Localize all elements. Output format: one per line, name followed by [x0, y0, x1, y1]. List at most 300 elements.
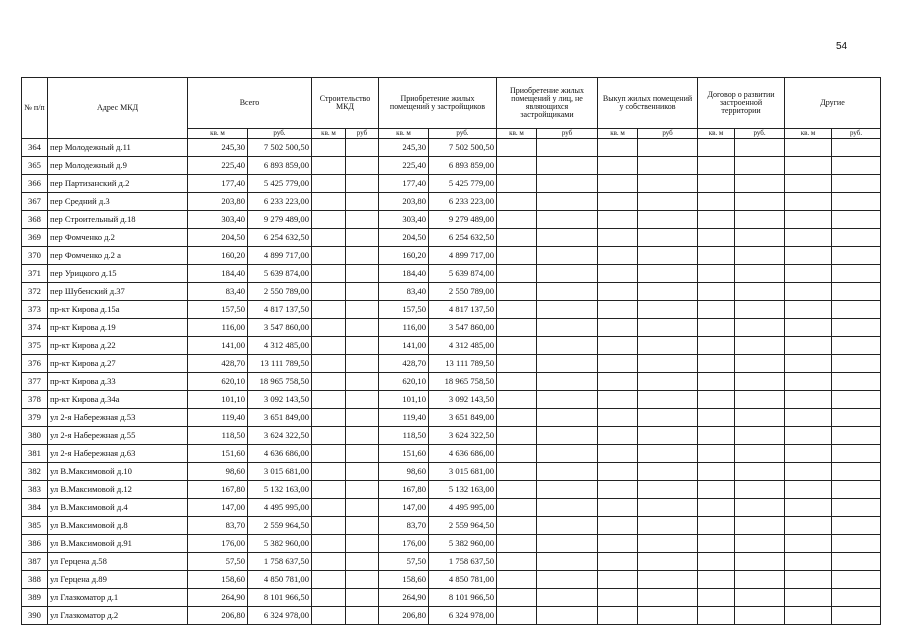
row-number: 368	[22, 211, 48, 229]
row-developer-sum: 1 758 637,50	[429, 553, 497, 571]
empty-cell	[497, 463, 537, 481]
empty-cell	[497, 247, 537, 265]
empty-cell	[638, 445, 698, 463]
table-row	[22, 211, 881, 229]
row-developer-area: 176,00	[379, 535, 429, 553]
row-address: пр-кт Кирова д.22	[48, 337, 188, 355]
row-total-sum: 4 495 995,00	[248, 499, 312, 517]
empty-cell	[638, 355, 698, 373]
empty-cell	[497, 445, 537, 463]
empty-cell	[497, 301, 537, 319]
empty-cell	[698, 337, 735, 355]
empty-cell	[698, 301, 735, 319]
empty-cell	[698, 229, 735, 247]
empty-cell	[832, 229, 881, 247]
row-total-area: 167,80	[188, 481, 248, 499]
empty-cell	[598, 373, 638, 391]
empty-cell	[497, 589, 537, 607]
empty-cell	[735, 301, 785, 319]
row-developer-area: 225,40	[379, 157, 429, 175]
row-number: 376	[22, 355, 48, 373]
row-address: пер Шубенский д.37	[48, 283, 188, 301]
empty-cell	[698, 517, 735, 535]
empty-cell	[735, 409, 785, 427]
empty-cell	[497, 499, 537, 517]
empty-cell	[537, 301, 598, 319]
row-developer-sum: 6 254 632,50	[429, 229, 497, 247]
header-number: № п/п	[22, 78, 48, 139]
empty-cell	[346, 571, 379, 589]
empty-cell	[312, 463, 346, 481]
empty-cell	[312, 481, 346, 499]
row-address: пр-кт Кирова д.15а	[48, 301, 188, 319]
empty-cell	[698, 607, 735, 625]
row-developer-area: 83,40	[379, 283, 429, 301]
empty-cell	[832, 355, 881, 373]
row-developer-area: 177,40	[379, 175, 429, 193]
empty-cell	[785, 517, 832, 535]
sub-header-cell: кв. м	[497, 129, 537, 139]
empty-cell	[698, 283, 735, 301]
empty-cell	[312, 499, 346, 517]
row-developer-sum: 7 502 500,50	[429, 139, 497, 157]
empty-cell	[735, 337, 785, 355]
empty-cell	[832, 499, 881, 517]
row-number: 389	[22, 589, 48, 607]
table-row	[22, 247, 881, 265]
row-developer-area: 119,40	[379, 409, 429, 427]
row-address: пр-кт Кирова д.27	[48, 355, 188, 373]
row-address: ул Глазкоматор д.2	[48, 607, 188, 625]
empty-cell	[312, 535, 346, 553]
empty-cell	[735, 463, 785, 481]
row-address: ул 2-я Набережная д.53	[48, 409, 188, 427]
empty-cell	[497, 211, 537, 229]
empty-cell	[346, 553, 379, 571]
row-total-sum: 6 324 978,00	[248, 607, 312, 625]
empty-cell	[537, 319, 598, 337]
empty-cell	[735, 427, 785, 445]
empty-cell	[698, 175, 735, 193]
row-total-sum: 5 425 779,00	[248, 175, 312, 193]
table-row	[22, 445, 881, 463]
table-row	[22, 391, 881, 409]
row-total-area: 157,50	[188, 301, 248, 319]
empty-cell	[598, 175, 638, 193]
empty-cell	[785, 427, 832, 445]
empty-cell	[312, 589, 346, 607]
empty-cell	[598, 283, 638, 301]
empty-cell	[735, 553, 785, 571]
table-row	[22, 481, 881, 499]
row-developer-sum: 5 425 779,00	[429, 175, 497, 193]
sub-header-cell: руб	[346, 129, 379, 139]
empty-cell	[537, 247, 598, 265]
empty-cell	[785, 481, 832, 499]
row-developer-area: 245,30	[379, 139, 429, 157]
row-total-area: 204,50	[188, 229, 248, 247]
empty-cell	[312, 607, 346, 625]
table-row	[22, 175, 881, 193]
empty-cell	[312, 229, 346, 247]
row-total-area: 160,20	[188, 247, 248, 265]
empty-cell	[598, 211, 638, 229]
empty-cell	[698, 571, 735, 589]
empty-cell	[785, 535, 832, 553]
empty-cell	[537, 607, 598, 625]
row-address: ул Глазкоматор д.1	[48, 589, 188, 607]
empty-cell	[537, 571, 598, 589]
header-purchase-non-developers: Приобретение жилых помещений у лиц, не являющихся застройщиками	[497, 78, 598, 129]
empty-cell	[785, 211, 832, 229]
row-address: пер Молодежный д.9	[48, 157, 188, 175]
table-row	[22, 409, 881, 427]
empty-cell	[638, 265, 698, 283]
row-developer-sum: 2 559 964,50	[429, 517, 497, 535]
row-total-area: 177,40	[188, 175, 248, 193]
empty-cell	[346, 175, 379, 193]
empty-cell	[537, 211, 598, 229]
sub-header-cell: кв. м	[312, 129, 346, 139]
empty-cell	[312, 283, 346, 301]
empty-cell	[497, 481, 537, 499]
empty-cell	[735, 535, 785, 553]
empty-cell	[346, 391, 379, 409]
empty-cell	[312, 391, 346, 409]
empty-cell	[785, 463, 832, 481]
empty-cell	[638, 283, 698, 301]
row-developer-area: 57,50	[379, 553, 429, 571]
row-total-sum: 4 899 717,00	[248, 247, 312, 265]
empty-cell	[785, 229, 832, 247]
empty-cell	[497, 175, 537, 193]
empty-cell	[598, 535, 638, 553]
row-developer-area: 428,70	[379, 355, 429, 373]
empty-cell	[537, 535, 598, 553]
table-row	[22, 373, 881, 391]
empty-cell	[698, 319, 735, 337]
empty-cell	[312, 247, 346, 265]
empty-cell	[785, 247, 832, 265]
empty-cell	[832, 571, 881, 589]
row-developer-area: 204,50	[379, 229, 429, 247]
empty-cell	[497, 319, 537, 337]
empty-cell	[497, 355, 537, 373]
empty-cell	[785, 607, 832, 625]
row-total-sum: 2 559 964,50	[248, 517, 312, 535]
empty-cell	[346, 265, 379, 283]
empty-cell	[638, 391, 698, 409]
empty-cell	[638, 499, 698, 517]
empty-cell	[735, 175, 785, 193]
empty-cell	[698, 589, 735, 607]
empty-cell	[312, 445, 346, 463]
empty-cell	[785, 139, 832, 157]
empty-cell	[785, 553, 832, 571]
row-developer-sum: 6 893 859,00	[429, 157, 497, 175]
row-number: 384	[22, 499, 48, 517]
row-address: пер Фомченко д.2 а	[48, 247, 188, 265]
empty-cell	[785, 373, 832, 391]
empty-cell	[638, 607, 698, 625]
empty-cell	[598, 445, 638, 463]
empty-cell	[537, 409, 598, 427]
row-developer-area: 98,60	[379, 463, 429, 481]
empty-cell	[537, 193, 598, 211]
row-developer-area: 83,70	[379, 517, 429, 535]
row-total-sum: 8 101 966,50	[248, 589, 312, 607]
empty-cell	[638, 337, 698, 355]
empty-cell	[735, 247, 785, 265]
empty-cell	[638, 481, 698, 499]
empty-cell	[598, 265, 638, 283]
row-developer-sum: 4 850 781,00	[429, 571, 497, 589]
row-developer-area: 160,20	[379, 247, 429, 265]
table-row	[22, 571, 881, 589]
row-number: 377	[22, 373, 48, 391]
empty-cell	[346, 337, 379, 355]
table-row	[22, 337, 881, 355]
empty-cell	[346, 445, 379, 463]
empty-cell	[346, 193, 379, 211]
row-developer-sum: 9 279 489,00	[429, 211, 497, 229]
empty-cell	[346, 247, 379, 265]
empty-cell	[698, 139, 735, 157]
row-developer-sum: 6 233 223,00	[429, 193, 497, 211]
row-total-sum: 7 502 500,50	[248, 139, 312, 157]
empty-cell	[735, 139, 785, 157]
empty-cell	[346, 517, 379, 535]
row-number: 372	[22, 283, 48, 301]
row-total-area: 225,40	[188, 157, 248, 175]
empty-cell	[312, 301, 346, 319]
row-address: пер Фомченко д.2	[48, 229, 188, 247]
empty-cell	[598, 607, 638, 625]
empty-cell	[832, 247, 881, 265]
empty-cell	[537, 283, 598, 301]
empty-cell	[698, 499, 735, 517]
table-row	[22, 589, 881, 607]
empty-cell	[537, 157, 598, 175]
row-developer-area: 101,10	[379, 391, 429, 409]
row-developer-area: 206,80	[379, 607, 429, 625]
row-developer-area: 620,10	[379, 373, 429, 391]
header-total: Всего	[188, 78, 312, 129]
empty-cell	[832, 265, 881, 283]
row-total-area: 83,40	[188, 283, 248, 301]
empty-cell	[698, 427, 735, 445]
row-developer-area: 158,60	[379, 571, 429, 589]
sub-header-cell: кв. м	[785, 129, 832, 139]
empty-cell	[638, 427, 698, 445]
empty-cell	[346, 535, 379, 553]
row-developer-area: 147,00	[379, 499, 429, 517]
empty-cell	[346, 373, 379, 391]
empty-cell	[785, 391, 832, 409]
row-address: пер Молодежный д.11	[48, 139, 188, 157]
empty-cell	[598, 517, 638, 535]
sub-header-cell: кв. м	[598, 129, 638, 139]
row-total-sum: 6 893 859,00	[248, 157, 312, 175]
sub-header-cell: кв. м	[188, 129, 248, 139]
empty-cell	[832, 211, 881, 229]
header-address: Адрес МКД	[48, 78, 188, 139]
empty-cell	[537, 463, 598, 481]
table-row	[22, 499, 881, 517]
row-address: ул Герцена д.89	[48, 571, 188, 589]
empty-cell	[832, 193, 881, 211]
empty-cell	[698, 409, 735, 427]
empty-cell	[346, 283, 379, 301]
empty-cell	[785, 337, 832, 355]
table-row	[22, 607, 881, 625]
empty-cell	[735, 589, 785, 607]
row-address: ул В.Максимовой д.12	[48, 481, 188, 499]
empty-cell	[832, 427, 881, 445]
empty-cell	[832, 283, 881, 301]
empty-cell	[598, 301, 638, 319]
row-developer-sum: 13 111 789,50	[429, 355, 497, 373]
table-row	[22, 139, 881, 157]
row-developer-sum: 8 101 966,50	[429, 589, 497, 607]
empty-cell	[698, 463, 735, 481]
empty-cell	[346, 607, 379, 625]
empty-cell	[735, 229, 785, 247]
row-total-sum: 5 382 960,00	[248, 535, 312, 553]
empty-cell	[638, 535, 698, 553]
sub-header-cell: руб	[638, 129, 698, 139]
row-developer-sum: 5 639 874,00	[429, 265, 497, 283]
empty-cell	[638, 211, 698, 229]
row-number: 379	[22, 409, 48, 427]
empty-cell	[346, 157, 379, 175]
empty-cell	[638, 247, 698, 265]
empty-cell	[785, 283, 832, 301]
empty-cell	[698, 535, 735, 553]
row-total-sum: 4 850 781,00	[248, 571, 312, 589]
row-total-area: 101,10	[188, 391, 248, 409]
row-total-area: 184,40	[188, 265, 248, 283]
row-number: 385	[22, 517, 48, 535]
empty-cell	[785, 571, 832, 589]
row-total-area: 176,00	[188, 535, 248, 553]
empty-cell	[497, 427, 537, 445]
row-total-sum: 1 758 637,50	[248, 553, 312, 571]
empty-cell	[735, 607, 785, 625]
empty-cell	[832, 373, 881, 391]
empty-cell	[598, 355, 638, 373]
table-row	[22, 229, 881, 247]
empty-cell	[735, 319, 785, 337]
empty-cell	[832, 301, 881, 319]
header-purchase-developers: Приобретение жилых помещений у застройщиков	[379, 78, 497, 129]
sub-header-cell: руб.	[248, 129, 312, 139]
empty-cell	[497, 157, 537, 175]
empty-cell	[832, 589, 881, 607]
table-row	[22, 265, 881, 283]
empty-cell	[785, 355, 832, 373]
empty-cell	[497, 553, 537, 571]
row-total-area: 141,00	[188, 337, 248, 355]
empty-cell	[537, 445, 598, 463]
empty-cell	[537, 175, 598, 193]
row-total-area: 206,80	[188, 607, 248, 625]
empty-cell	[497, 517, 537, 535]
empty-cell	[497, 337, 537, 355]
empty-cell	[598, 499, 638, 517]
row-number: 375	[22, 337, 48, 355]
empty-cell	[346, 301, 379, 319]
empty-cell	[312, 427, 346, 445]
row-developer-sum: 3 015 681,00	[429, 463, 497, 481]
row-developer-area: 303,40	[379, 211, 429, 229]
row-developer-sum: 4 899 717,00	[429, 247, 497, 265]
table-row	[22, 157, 881, 175]
empty-cell	[312, 319, 346, 337]
empty-cell	[312, 337, 346, 355]
empty-cell	[312, 139, 346, 157]
row-total-sum: 3 651 849,00	[248, 409, 312, 427]
empty-cell	[832, 319, 881, 337]
empty-cell	[638, 463, 698, 481]
row-total-sum: 4 817 137,50	[248, 301, 312, 319]
row-developer-area: 157,50	[379, 301, 429, 319]
row-developer-sum: 4 312 485,00	[429, 337, 497, 355]
row-total-area: 151,60	[188, 445, 248, 463]
table-row	[22, 193, 881, 211]
empty-cell	[785, 175, 832, 193]
empty-cell	[785, 265, 832, 283]
header-buyout: Выкуп жилых помещений у собственников	[598, 78, 698, 129]
row-total-area: 57,50	[188, 553, 248, 571]
row-developer-sum: 3 547 860,00	[429, 319, 497, 337]
row-total-area: 98,60	[188, 463, 248, 481]
empty-cell	[735, 211, 785, 229]
row-address: ул 2-я Набережная д.63	[48, 445, 188, 463]
empty-cell	[598, 463, 638, 481]
empty-cell	[698, 247, 735, 265]
empty-cell	[598, 193, 638, 211]
empty-cell	[832, 445, 881, 463]
empty-cell	[346, 319, 379, 337]
empty-cell	[537, 229, 598, 247]
row-number: 382	[22, 463, 48, 481]
empty-cell	[598, 157, 638, 175]
empty-cell	[638, 157, 698, 175]
empty-cell	[312, 409, 346, 427]
row-total-sum: 13 111 789,50	[248, 355, 312, 373]
row-address: пер Строительный д.18	[48, 211, 188, 229]
row-address: пер Урицкого д.15	[48, 265, 188, 283]
empty-cell	[346, 463, 379, 481]
empty-cell	[598, 427, 638, 445]
row-developer-sum: 6 324 978,00	[429, 607, 497, 625]
row-total-area: 83,70	[188, 517, 248, 535]
table-row	[22, 517, 881, 535]
row-total-area: 264,90	[188, 589, 248, 607]
row-total-sum: 3 624 322,50	[248, 427, 312, 445]
empty-cell	[785, 589, 832, 607]
empty-cell	[497, 229, 537, 247]
empty-cell	[638, 229, 698, 247]
empty-cell	[698, 193, 735, 211]
row-number: 364	[22, 139, 48, 157]
row-total-sum: 3 015 681,00	[248, 463, 312, 481]
empty-cell	[698, 553, 735, 571]
empty-cell	[598, 571, 638, 589]
empty-cell	[698, 355, 735, 373]
empty-cell	[598, 553, 638, 571]
